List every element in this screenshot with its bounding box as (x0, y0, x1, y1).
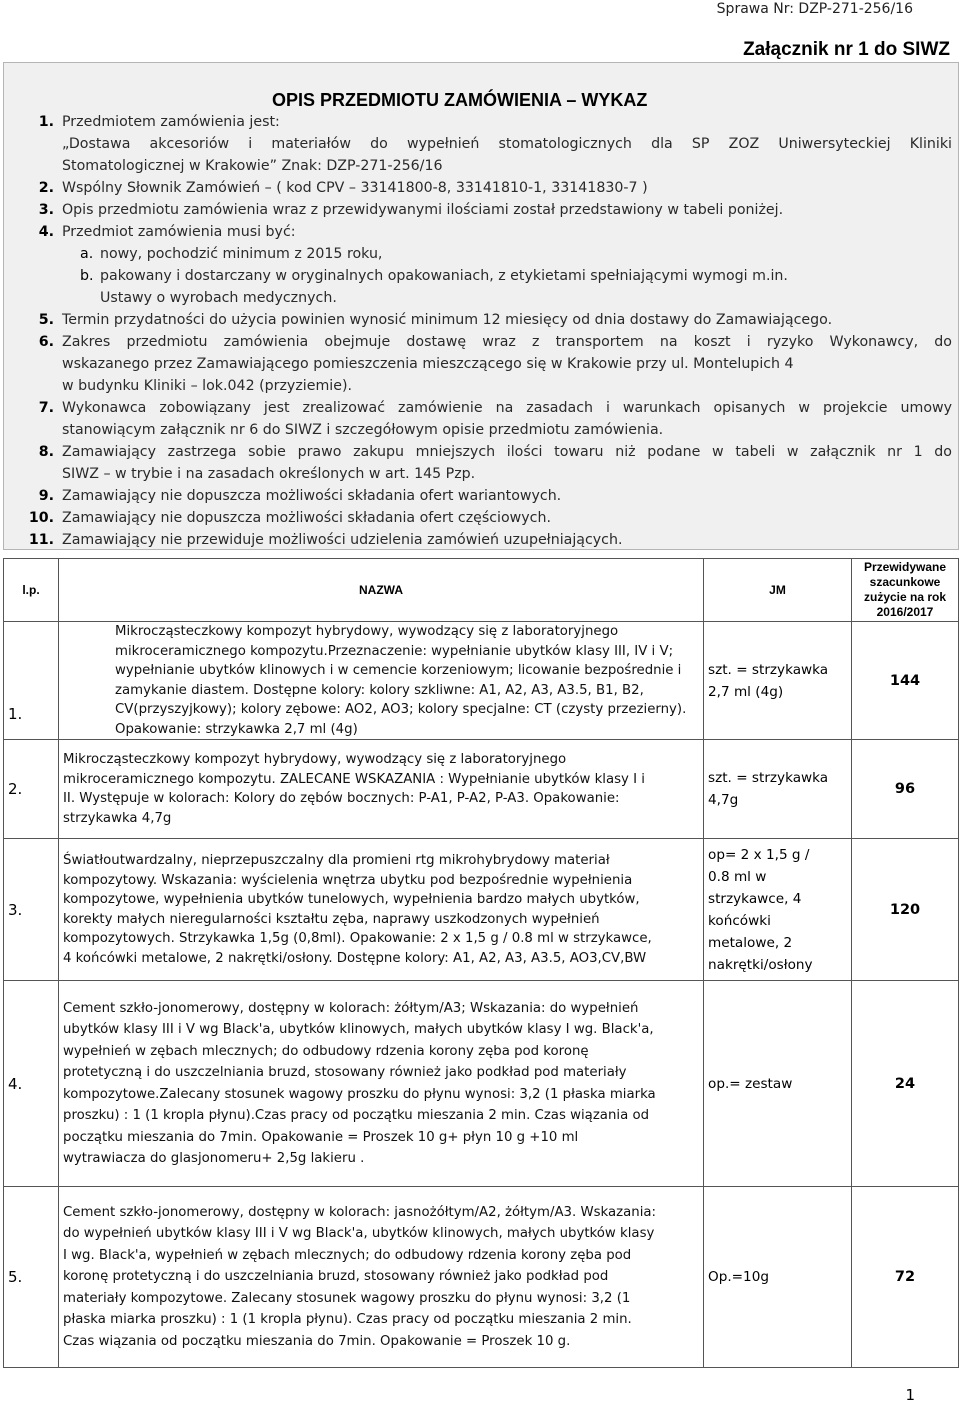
requirement-text: Zamawiający nie dopuszcza możliwości składania ofert wariantowych. (62, 488, 562, 504)
requirement-text: Wykonawca zobowiązany jest zrealizować zamówienie na zasadach i warunkach opisanych w projekcie umowy (62, 400, 952, 416)
requirement-item (18, 529, 952, 551)
requirement-item (18, 177, 952, 199)
requirement-item (18, 331, 952, 397)
requirement-item (18, 485, 952, 507)
requirement-number: 5. (38, 312, 54, 328)
requirement-text: SIWZ – w trybie i na zasadach określonych w art. 145 Pzp. (62, 466, 476, 482)
requirement-item (18, 199, 952, 221)
requirement-item (18, 111, 952, 177)
requirement-text: Przedmiotem zamówienia jest: (62, 114, 280, 130)
document-title: OPIS PRZEDMIOTU ZAMÓWIENIA – WYKAZ (272, 90, 648, 110)
row-jm: szt. = strzykawka 4,7g (704, 740, 852, 839)
requirement-text: Opis przedmiotu zamówienia wraz z przewidywanymi ilościami został przedstawiony w tabeli poniżej. (62, 202, 784, 218)
sub-item (80, 243, 952, 265)
row-lp: 2. (4, 740, 59, 839)
row-jm: szt. = strzykawka 2,7 ml (4g) (704, 622, 852, 740)
row-quantity: 96 (852, 740, 959, 839)
table-header-row (4, 559, 959, 622)
requirement-number: 9. (38, 488, 54, 504)
requirement-item (18, 397, 952, 441)
row-lp: 5. (4, 1187, 59, 1368)
requirement-item (18, 309, 952, 331)
row-name: Cement szkło-jonomerowy, dostępny w kolorach: żółtym/A3; Wskazania: do wypełnień ubytków klasy III i V wg Black'a, ubytków klinowych, małych ubytków klasy I wg. Black'a, wypełnień w zębach mlecznych; do odbudowy rdzenia korony zęba pod koronę protetyczną i do uszczelniania bruzd, stosowany również jako podkład pod materiały kompozytowe.Zalecany stosunek wagowy proszku do płynu wynosi: 3,2 (1 płaska miarka proszku) : 1 (1 kropla płynu).Czas pracy od początku mieszania 2 min. Czas wiązania od początku mieszania do 7min. Opakowanie = Proszek 10 g+ płyn 10 g +10 ml wytrawiacza do glasjonomeru+ 2,5g lakieru . (59, 981, 704, 1187)
row-quantity: 72 (852, 1187, 959, 1368)
row-name: Mikrocząsteczkowy kompozyt hybrydowy, wywodzący się z laboratoryjnego mikroceramicznego kompozytu.Przeznaczenie: wypełnianie ubytków klasy III, IV i V; wypełnianie ubytków klinowych i w cemencie korzeniowym; licowanie bezpośrednie i zamykanie diastem. Dostępne kolory: kolory szkliwne: A1, A2, A3, A3.5, B1, B2, CV(przyszyjkowy); kolory zębowe: AO2, AO3; kolory specjalne: CT (czysty przezierny). Opakowanie: strzykawka 2,7 ml (4g) (59, 622, 704, 740)
sub-item-continuation: Ustawy o wyrobach medycznych. (100, 290, 337, 306)
requirement-number: 6. (38, 334, 54, 350)
row-jm: op= 2 x 1,5 g / 0.8 ml w strzykawce, 4 końcówki metalowe, 2 nakrętki/osłony (704, 839, 852, 981)
row-quantity: 24 (852, 981, 959, 1187)
requirement-text: Wspólny Słownik Zamówień – ( kod CPV – 33141800-8, 33141810-1, 33141830-7 ) (62, 180, 648, 196)
table-row (4, 622, 959, 740)
row-jm: Op.=10g (704, 1187, 852, 1368)
requirement-text: Zamawiający nie dopuszcza możliwości składania ofert częściowych. (62, 510, 551, 526)
sub-item-text: nowy, pochodzić minimum z 2015 roku, (100, 246, 383, 262)
table-row (4, 1187, 959, 1368)
requirement-text: Zamawiający zastrzega sobie prawo zakupu mniejszych ilości towaru niż podane w tabeli w załącznik nr 1 do (62, 444, 952, 460)
row-quantity: 120 (852, 839, 959, 981)
requirement-text: wskazanego przez Zamawiającego pomieszczenia mieszczącego się w Krakowie przy ul. Montelupich 4 (62, 356, 794, 372)
annex-label: Załącznik nr 1 do SIWZ (743, 39, 950, 60)
row-lp: 3. (4, 839, 59, 981)
sub-item-letter: b. (80, 268, 94, 284)
table-row (4, 740, 959, 839)
row-lp: 4. (4, 981, 59, 1187)
requirement-number: 3. (38, 202, 54, 218)
table-row (4, 981, 959, 1187)
requirement-number: 1. (38, 114, 54, 130)
requirement-text: Zamawiający nie przewiduje możliwości udzielenia zamówień uzupełniających. (62, 532, 623, 548)
row-name: Mikrocząsteczkowy kompozyt hybrydowy, wywodzący się z laboratoryjnego mikroceramicznego kompozytu. ZALECANE WSKAZANIA : Wypełnianie ubytków klasy I i II. Występuje w kolorach: Kolory do zębów bocznych: P-A1, P-A2, P-A3. Opakowanie: strzykawka 4,7g (59, 740, 704, 839)
row-quantity: 144 (852, 622, 959, 740)
row-name: Światłoutwardzalny, nieprzepuszczalny dla promieni rtg mikrohybrydowy materiał kompozytowy. Wskazania: wyścielenia wnętrza ubytku pod bezpośrednie wypełnienia kompozytowe, wypełnienia ubytków tunelowych, wypełnienia bardzo małych ubytków, korekty małych nieregularności kształtu zęba, naprawy uszkodzonych wypełnień kompozytowych. Strzykawka 1,5g (0,8ml). Opakowanie: 2 x 1,5 g / 0.8 ml w strzykawce, 4 końcówki metalowe, 2 nakrętki/osłony. Dostępne kolory: A1, A2, A3, A3.5, AO3,CV,BW (59, 839, 704, 981)
requirement-text: „Dostawa akcesoriów i materiałów do wypełnień stomatologicznych dla SP ZOZ Uniwersyteckiej Kliniki (62, 136, 952, 152)
requirement-item (18, 507, 952, 529)
requirement-number: 4. (38, 224, 54, 240)
header-jm: JM (704, 559, 852, 622)
row-jm: op.= zestaw (704, 981, 852, 1187)
requirement-item (18, 221, 952, 243)
requirement-text: Zakres przedmiotu zamówienia obejmuje dostawę wraz z transportem na koszt i ryzyko Wykonawcy, do (62, 334, 952, 350)
header-lp: l.p. (4, 559, 59, 622)
requirement-number: 11. (28, 532, 54, 548)
requirement-text: Przedmiot zamówienia musi być: (62, 224, 296, 240)
requirement-number: 2. (38, 180, 54, 196)
row-name: Cement szkło-jonomerowy, dostępny w kolorach: jasnożółtym/A2, żółtym/A3. Wskazania: do wypełnień ubytków klasy III i V wg Black'a, ubytków klinowych, małych ubytków klasy I wg. Black'a, wypełnień w zębach mlecznych; do odbudowy rdzenia korony zęba pod koronę protetyczną i do uszczelniania bruzd, stosowany również jako podkład pod materiały kompozytowe. Zalecany stosunek wagowy proszku do płynu wynosi: 3,2 (1 płaska miarka proszku) : 1 (1 kropla płynu). Czas pracy od początku mieszania 2 min. Czas wiązania od początku mieszania do 7min. Opakowanie = Proszek 10 g. (59, 1187, 704, 1368)
sub-item (80, 265, 952, 287)
items-table (3, 558, 959, 1368)
requirements-list (18, 111, 952, 551)
header-quantity: Przewidywane szacunkowe zużycie na rok 2016/2017 (852, 559, 959, 622)
requirement-number: 8. (38, 444, 54, 460)
row-lp: 1. (4, 622, 59, 740)
table-row (4, 839, 959, 981)
requirement-text: Stomatologicznej w Krakowie” Znak: DZP-271-256/16 (62, 158, 443, 174)
requirement-text: Termin przydatności do użycia powinien wynosić minimum 12 miesięcy od dnia dostawy do Zamawiającego. (62, 312, 833, 328)
requirement-item (18, 441, 952, 485)
requirement-number: 7. (38, 400, 54, 416)
header-name: NAZWA (59, 559, 704, 622)
requirement-text: w budynku Kliniki – lok.042 (przyziemie). (62, 378, 352, 394)
requirement-number: 10. (28, 510, 54, 526)
requirement-text: stanowiącym załącznik nr 6 do SIWZ i szczegółowym opisie przedmiotu zamówienia. (62, 422, 664, 438)
case-reference: Sprawa Nr: DZP-271-256/16 (716, 1, 913, 17)
page-number: 1 (905, 1386, 915, 1404)
sub-item-text: pakowany i dostarczany w oryginalnych opakowaniach, z etykietami spełniającymi wymogi m.in. (100, 268, 788, 284)
sub-item-letter: a. (80, 246, 94, 262)
